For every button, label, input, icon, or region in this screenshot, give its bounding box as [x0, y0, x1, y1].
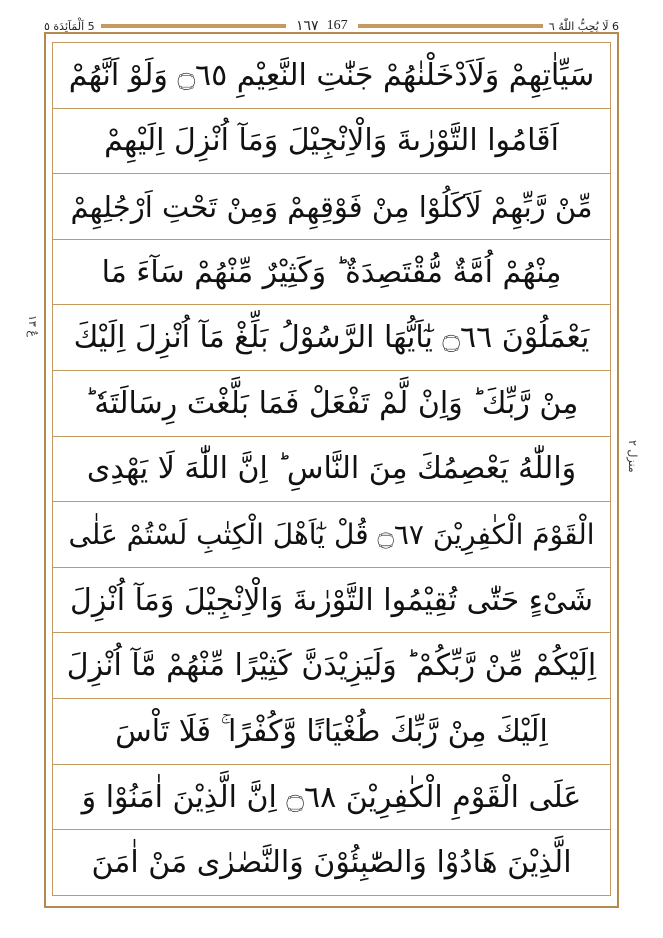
verse-line: عَلَى الْقَوْمِ الْكٰفِرِيْنَ ۝٦٨ اِنَّ الَّذِيْنَ اٰمَنُوْا وَ — [53, 765, 610, 831]
ruku-marker: عٌ ١٣ — [26, 315, 39, 337]
verse-line: اِلَيْكَ مِنْ رَّبِّكَ طُغْيَانًا وَّكُفْرًا ۚ فَلَا تَاْسَ — [53, 699, 610, 765]
page-number: 167 — [326, 18, 348, 33]
verse-line: شَىْءٍ حَتّٰى تُقِيْمُوا التَّوْرٰىةَ وَالْاِنْجِيْلَ وَمَآ اُنْزِلَ — [53, 568, 610, 634]
header-bar-left — [101, 24, 286, 28]
manzil-marker: منزل ٢ — [626, 440, 639, 473]
verse-line: يَعْمَلُوْنَ ۝٦٦ يٰٓاَيُّهَا الرَّسُوْلُ بَلِّغْ مَآ اُنْزِلَ اِلَيْكَ — [53, 305, 610, 371]
verse-line: الَّذِيْنَ هَادُوْا وَالصّٰبِئُوْنَ وَالنَّصٰرٰى مَنْ اٰمَنَ — [91, 845, 572, 881]
verse-line: مِنْهُمْ اُمَّةٌ مُّقْتَصِدَةٌ ؕ وَكَثِيْرٌ مِّنْهُمْ سَآءَ مَا — [53, 240, 610, 306]
surah-label: 5 اَلْمَآئِدَة ٥ — [44, 19, 95, 33]
juz-label: 6 لَا يُحِبُّ اللّٰهُ ٦ — [548, 19, 620, 33]
header-bar-right — [358, 24, 543, 28]
page-number-urdu: ١٦٧ — [296, 18, 319, 34]
text-frame — [52, 42, 611, 896]
verse-line: سَيِّاٰتِهِمْ وَلَاَدْخَلْنٰهُمْ جَنّٰتِ النَّعِيْمِ ۝٦٥ وَلَوْ اَنَّهُمْ — [53, 43, 610, 109]
verse-line: الْقَوْمَ الْكٰفِرِيْنَ ۝٦٧ قُلْ يٰٓاَهْلَ الْكِتٰبِ لَسْتُمْ عَلٰى — [53, 502, 610, 568]
verse-line: اِلَيْكُمْ مِّنْ رَّبِّكُمْ ؕ وَلَيَزِيْدَنَّ كَثِيْرًا مِّنْهُمْ مَّآ اُنْزِلَ — [53, 633, 610, 699]
verse-line: مِّنْ رَّبِّهِمْ لَاَكَلُوْا مِنْ فَوْقِهِمْ وَمِنْ تَحْتِ اَرْجُلِهِمْ — [53, 174, 610, 240]
verse-line: اَقَامُوا التَّوْرٰىةَ وَالْاِنْجِيْلَ وَمَآ اُنْزِلَ اِلَيْهِمْ — [53, 109, 610, 175]
verse-line: مِنْ رَّبِّكَ ؕ وَاِنْ لَّمْ تَفْعَلْ فَمَا بَلَّغْتَ رِسَالَتَهٗ ؕ — [53, 371, 610, 437]
verse-line: وَاللّٰهُ يَعْصِمُكَ مِنَ النَّاسِ ؕ اِنَّ اللّٰهَ لَا يَهْدِى — [53, 437, 610, 503]
